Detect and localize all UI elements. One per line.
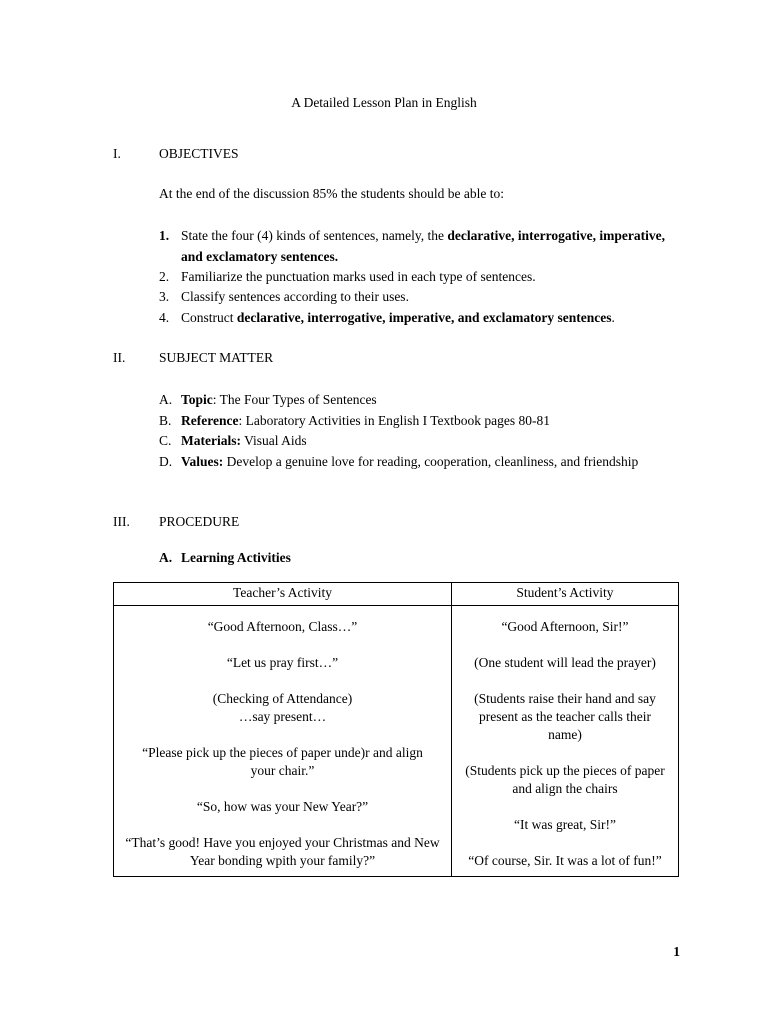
- subject-label: Reference: [181, 413, 239, 428]
- objective-item: [159, 308, 679, 329]
- list-marker: 3.: [159, 289, 170, 304]
- objective-text-end: .: [611, 310, 615, 325]
- student-line: “Good Afternoon, Sir!”: [501, 619, 629, 634]
- student-line: “Of course, Sir. It was a lot of fun!”: [468, 853, 662, 868]
- table-header-row: [114, 583, 679, 606]
- student-activity-cell: [452, 606, 679, 877]
- teacher-line: “Please pick up the pieces of paper unde)r and align your chair.”: [142, 745, 423, 778]
- objective-bold-text: declarative, interrogative, imperative, and exclamatory sentences.: [181, 228, 665, 264]
- table-row: [114, 606, 679, 877]
- teacher-line: (Checking of Attendance): [212, 691, 353, 706]
- subsection-heading: [159, 550, 291, 566]
- list-marker: 2.: [159, 269, 170, 284]
- list-marker: D.: [159, 454, 173, 469]
- subject-label: Materials:: [181, 433, 241, 448]
- list-marker: A.: [159, 392, 173, 407]
- section-title-procedure: PROCEDURE: [159, 514, 240, 529]
- page-number: 1: [673, 944, 680, 959]
- objective-text: State the four (4) kinds of sentences, namely, the: [181, 228, 448, 243]
- teacher-line: “Good Afternoon, Class…”: [207, 619, 358, 634]
- section-number-subject-matter: II.: [113, 350, 126, 365]
- teacher-line: “Let us pray first…”: [226, 655, 339, 670]
- student-line: (One student will lead the prayer): [474, 655, 656, 670]
- objective-bold-text: declarative, interrogative, imperative, and exclamatory sentences: [236, 310, 612, 325]
- teacher-line: …say present…: [238, 709, 327, 724]
- teacher-line: “That’s good! Have you enjoyed your Christmas and New Year bonding wpith your family?”: [125, 835, 440, 868]
- objective-text: Classify sentences according to their uses.: [181, 289, 409, 304]
- subject-label: Topic: [181, 392, 213, 407]
- objectives-intro: At the end of the discussion 85% the students should be able to:: [159, 186, 504, 201]
- objective-item: [159, 287, 679, 308]
- list-marker: B.: [159, 413, 172, 428]
- section-number-objectives: I.: [113, 146, 121, 161]
- student-line: (Students raise their hand and say present as the teacher calls their name): [474, 691, 656, 742]
- teacher-line: “So, how was your New Year?”: [196, 799, 369, 814]
- student-line: (Students pick up the pieces of paper and align the chairs: [465, 763, 665, 796]
- list-marker: 1.: [159, 228, 170, 243]
- objective-text: Familiarize the punctuation marks used in each type of sentences.: [181, 269, 536, 284]
- subsection-title: Learning Activities: [181, 550, 291, 565]
- column-header-teacher: Teacher’s Activity: [114, 583, 452, 606]
- subject-item: [159, 411, 679, 432]
- list-marker: A.: [159, 550, 173, 565]
- subject-label: Values:: [181, 454, 224, 469]
- objective-text: Construct: [181, 310, 237, 325]
- learning-activities-table: [113, 582, 679, 877]
- student-line: “It was great, Sir!”: [514, 817, 616, 832]
- column-header-student: Student’s Activity: [452, 583, 679, 606]
- objective-item: [159, 267, 679, 288]
- list-marker: C.: [159, 433, 172, 448]
- subject-item: [159, 431, 679, 452]
- section-title-objectives: OBJECTIVES: [159, 146, 239, 161]
- subject-text: : Laboratory Activities in English I Textbook pages 80-81: [238, 413, 550, 428]
- section-title-subject-matter: SUBJECT MATTER: [159, 350, 274, 365]
- teacher-activity-cell: [114, 606, 452, 877]
- document-title: A Detailed Lesson Plan in English: [291, 95, 477, 110]
- list-marker: 4.: [159, 310, 170, 325]
- section-number-procedure: III.: [113, 514, 130, 529]
- subject-text: Develop a genuine love for reading, cooperation, cleanliness, and friendship: [223, 454, 639, 469]
- subject-item: [159, 452, 639, 473]
- subject-text: : The Four Types of Sentences: [212, 392, 377, 407]
- subject-text: Visual Aids: [240, 433, 307, 448]
- subject-item: [159, 390, 679, 411]
- objective-item: [159, 226, 679, 267]
